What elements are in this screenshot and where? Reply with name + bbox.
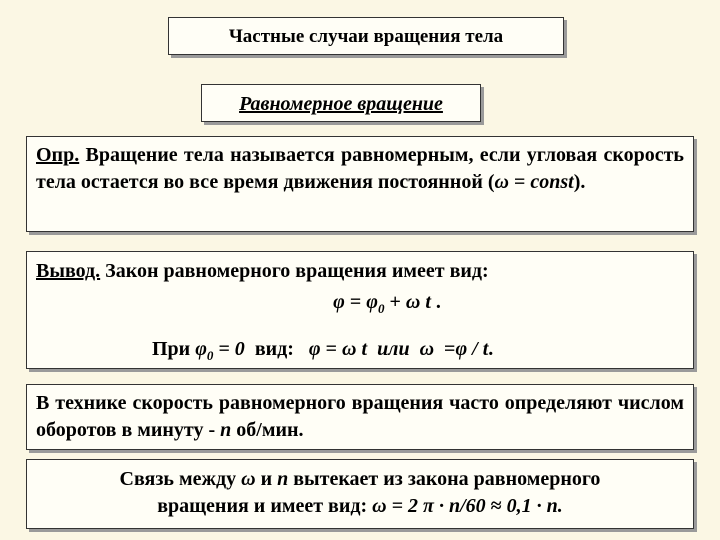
formula-dot: . xyxy=(430,291,441,313)
when-text: При xyxy=(152,338,196,360)
definition-text-1: Вращение тела называется равномерным, если угловая скорость тела остается во все время движения постоянной ( xyxy=(36,144,684,193)
const-word: const xyxy=(530,171,574,193)
title-box xyxy=(168,17,564,55)
definition-paragraph xyxy=(36,142,684,196)
n-symbol: n xyxy=(220,419,232,441)
phi0-subscript: 0 xyxy=(377,301,385,316)
phi-symbol: φ xyxy=(308,338,321,360)
relation-line-1 xyxy=(36,466,684,493)
definition-box xyxy=(26,136,694,232)
relation-text-a: Связь между xyxy=(119,468,242,490)
pi-symbol: π xyxy=(423,495,434,517)
result-text: Закон равномерного вращения имеет вид: xyxy=(100,260,489,282)
relation-box xyxy=(26,459,694,529)
omega-symbol: ω xyxy=(372,495,387,517)
result-box xyxy=(26,251,694,369)
phi-symbol: φ xyxy=(195,338,207,360)
relation-line-2 xyxy=(36,493,684,520)
n-symbol: n xyxy=(277,468,289,490)
or-text: или xyxy=(367,338,420,360)
special-case-formula xyxy=(152,336,684,369)
definition-label: Опр. xyxy=(36,144,80,166)
formula-mid: · n/60 xyxy=(433,495,491,517)
formula-eq: = xyxy=(434,338,456,360)
formula-eq: = xyxy=(320,338,343,360)
technique-text-2: об/мин. xyxy=(231,419,304,441)
omega-symbol: ω xyxy=(494,171,509,193)
phi0-symbol: φ xyxy=(366,291,378,313)
phi-symbol: φ xyxy=(455,338,468,360)
definition-eq: = xyxy=(508,171,531,193)
relation-text-b: и xyxy=(255,468,278,490)
result-heading xyxy=(36,258,684,285)
relation-text-d: вращения и имеет вид: xyxy=(157,495,373,517)
omega-symbol: ω xyxy=(405,291,421,313)
view-text: вид: xyxy=(244,338,309,360)
omega-symbol: ω xyxy=(241,468,256,490)
zero-value: = 0 xyxy=(213,338,245,360)
page-subtitle: Равномерное вращение xyxy=(239,93,443,115)
rotation-law-formula xyxy=(90,289,684,322)
subtitle-box xyxy=(201,84,481,122)
approx-symbol: ≈ xyxy=(490,495,502,517)
technique-box xyxy=(26,384,694,450)
result-label: Вывод. xyxy=(36,260,101,282)
formula-div-t: / t xyxy=(467,338,489,360)
definition-text-2: ). xyxy=(573,171,586,193)
formula-t: t xyxy=(356,338,368,360)
formula-eq: = 2 xyxy=(386,495,424,517)
omega-symbol: ω xyxy=(342,338,357,360)
formula-end: 0,1 · n. xyxy=(501,495,563,517)
page-title: Частные случаи вращения тела xyxy=(228,26,504,47)
formula-plus: + xyxy=(384,291,406,313)
relation-text-c: вытекает из закона равномерного xyxy=(288,468,601,490)
omega-symbol: ω xyxy=(419,338,435,360)
technique-text-1: В технике скорость равномерного вращения часто определяют числом оборотов в минуту - xyxy=(36,392,684,441)
phi-symbol: φ xyxy=(333,291,345,313)
formula-t: t xyxy=(420,291,431,313)
formula-eq: = xyxy=(344,291,367,313)
technique-paragraph xyxy=(36,390,684,444)
phi0-subscript: 0 xyxy=(206,348,214,363)
formula-dot: . xyxy=(488,338,494,360)
